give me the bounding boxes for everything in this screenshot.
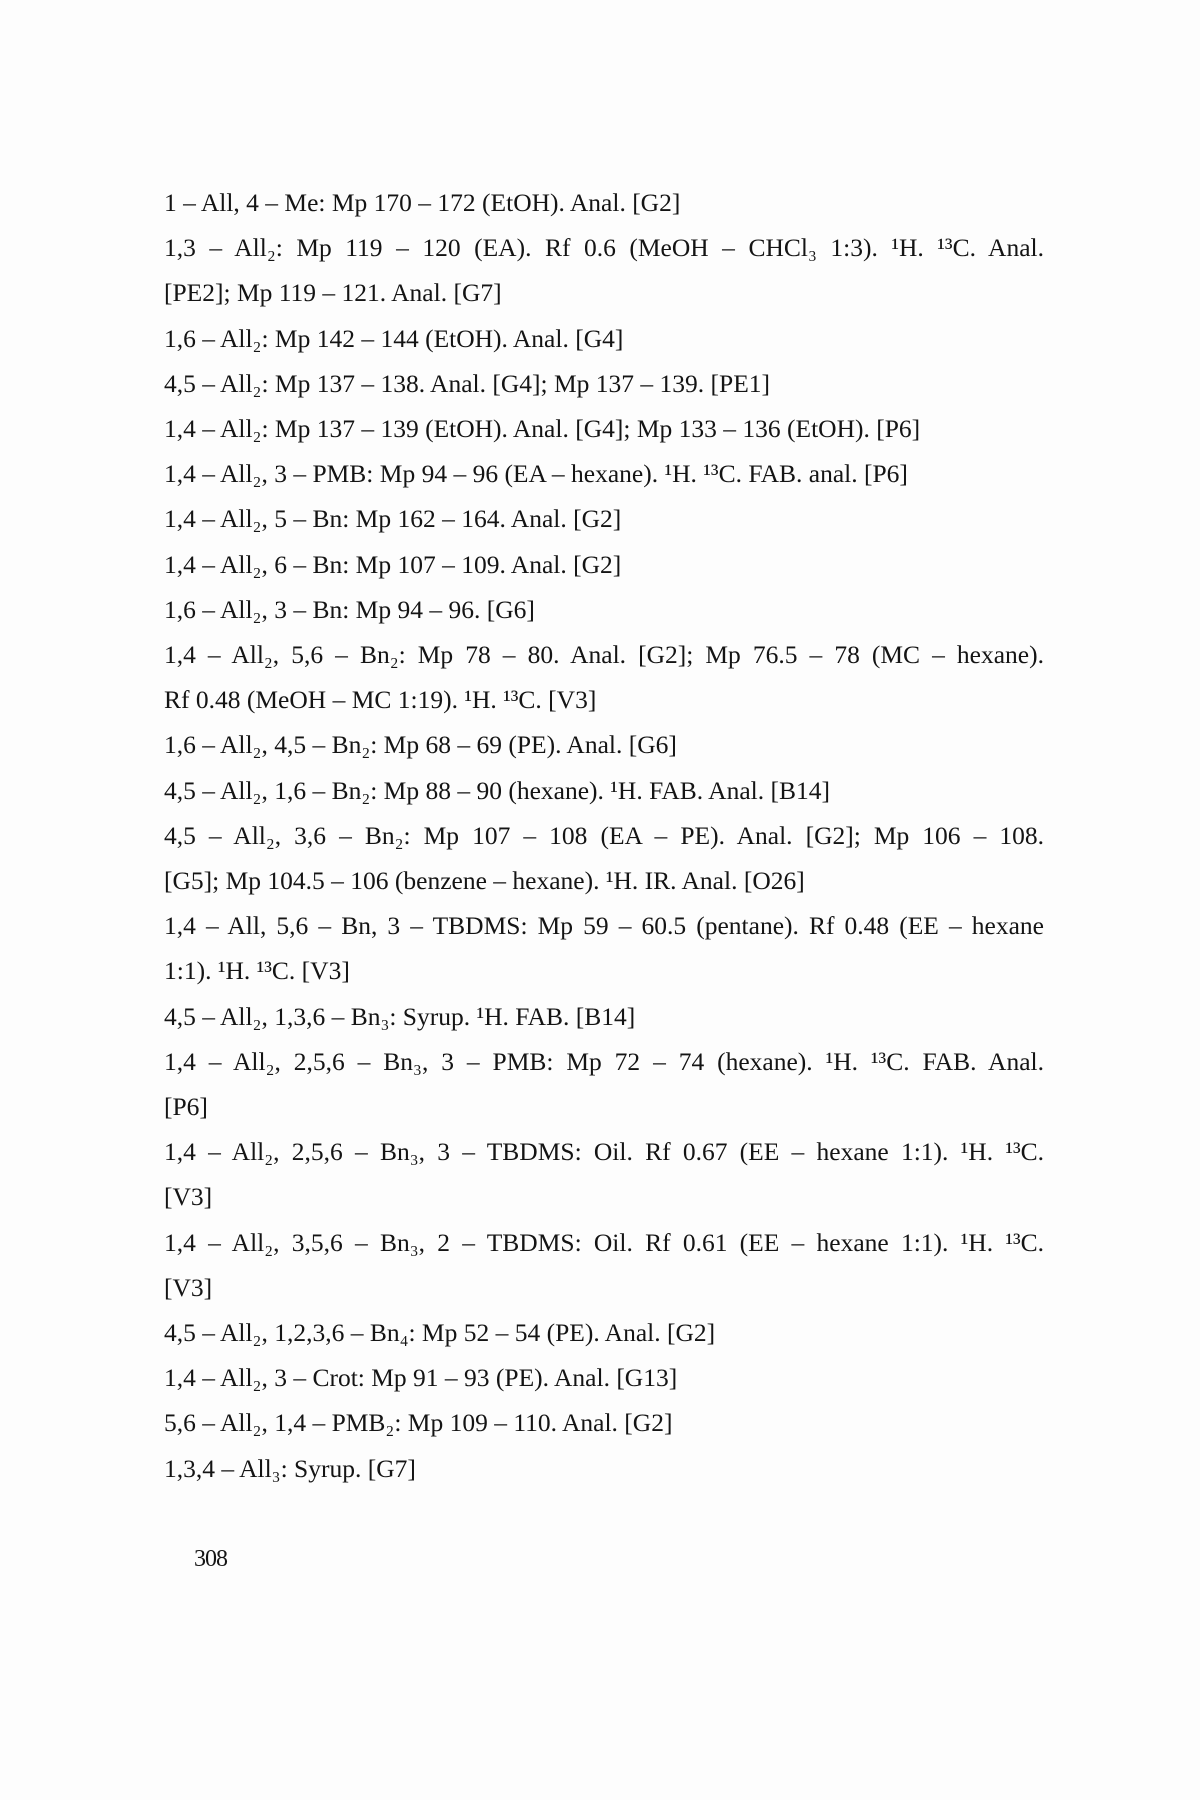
entry-line: 1,4 – All₂, 2,5,6 – Bn₃, 3 – PMB: Mp 72 – 74 (hexane). ¹H. ¹³C. FAB. Anal.	[164, 1046, 1044, 1076]
entry-line: 1,3 – All₂: Mp 119 – 120 (EA). Rf 0.6 (MeOH – CHCl₃ 1:3). ¹H. ¹³C. Anal.	[164, 233, 1044, 263]
compound-entry-list	[164, 180, 1044, 1491]
entry-line: Rf 0.48 (MeOH – MC 1:19). ¹H. ¹³C. [V3]	[164, 685, 597, 715]
entry-line: 4,5 – All₂, 1,2,3,6 – Bn₄: Mp 52 – 54 (PE). Anal. [G2]	[164, 1318, 716, 1348]
page-number: 308	[194, 1546, 227, 1572]
entry-line: 5,6 – All₂, 1,4 – PMB₂: Mp 109 – 110. Anal. [G2]	[164, 1408, 673, 1438]
entry-line: 1,4 – All₂, 5 – Bn: Mp 162 – 164. Anal. [G2]	[164, 504, 622, 534]
entry-line: 1,4 – All₂, 6 – Bn: Mp 107 – 109. Anal. [G2]	[164, 549, 622, 579]
entry-line: [V3]	[164, 1182, 213, 1212]
entry-line: 1,4 – All₂, 3,5,6 – Bn₃, 2 – TBDMS: Oil. Rf 0.61 (EE – hexane 1:1). ¹H. ¹³C.	[164, 1227, 1044, 1257]
entry-line: 1,4 – All₂, 2,5,6 – Bn₃, 3 – TBDMS: Oil. Rf 0.67 (EE – hexane 1:1). ¹H. ¹³C.	[164, 1137, 1044, 1167]
entry-line: [PE2]; Mp 119 – 121. Anal. [G7]	[164, 278, 502, 308]
entry-line: 4,5 – All₂, 1,6 – Bn₂: Mp 88 – 90 (hexane). ¹H. FAB. Anal. [B14]	[164, 775, 830, 805]
entry-line: 4,5 – All₂, 1,3,6 – Bn₃: Syrup. ¹H. FAB. [B14]	[164, 1001, 636, 1031]
entry-line: 1,4 – All, 5,6 – Bn, 3 – TBDMS: Mp 59 – 60.5 (pentane). Rf 0.48 (EE – hexane	[164, 911, 1044, 941]
entry-line: 1:1). ¹H. ¹³C. [V3]	[164, 956, 350, 986]
entry-line: 1,4 – All₂: Mp 137 – 139 (EtOH). Anal. [G4]; Mp 133 – 136 (EtOH). [P6]	[164, 414, 921, 444]
entry-line: 1 – All, 4 – Me: Mp 170 – 172 (EtOH). Anal. [G2]	[164, 188, 681, 217]
entry-line: [P6]	[164, 1092, 208, 1122]
entry-line: 4,5 – All₂, 3,6 – Bn₂: Mp 107 – 108 (EA – PE). Anal. [G2]; Mp 106 – 108.	[164, 820, 1044, 850]
entry-line: [G5]; Mp 104.5 – 106 (benzene – hexane). ¹H. IR. Anal. [O26]	[164, 866, 805, 896]
entry-line: 1,6 – All₂, 3 – Bn: Mp 94 – 96. [G6]	[164, 594, 535, 624]
entry-line: 1,4 – All₂, 3 – PMB: Mp 94 – 96 (EA – hexane). ¹H. ¹³C. FAB. anal. [P6]	[164, 459, 908, 489]
entry-line: 4,5 – All₂: Mp 137 – 138. Anal. [G4]; Mp 137 – 139. [PE1]	[164, 368, 771, 398]
entry-line: [V3]	[164, 1272, 213, 1302]
entry-line: 1,4 – All₂, 5,6 – Bn₂: Mp 78 – 80. Anal. [G2]; Mp 76.5 – 78 (MC – hexane).	[164, 640, 1044, 670]
entry-line: 1,4 – All₂, 3 – Crot: Mp 91 – 93 (PE). Anal. [G13]	[164, 1363, 678, 1393]
entry-line: 1,3,4 – All₃: Syrup. [G7]	[164, 1453, 416, 1483]
entry-line: 1,6 – All₂: Mp 142 – 144 (EtOH). Anal. [G4]	[164, 323, 624, 353]
entry-line: 1,6 – All₂, 4,5 – Bn₂: Mp 68 – 69 (PE). Anal. [G6]	[164, 730, 677, 760]
